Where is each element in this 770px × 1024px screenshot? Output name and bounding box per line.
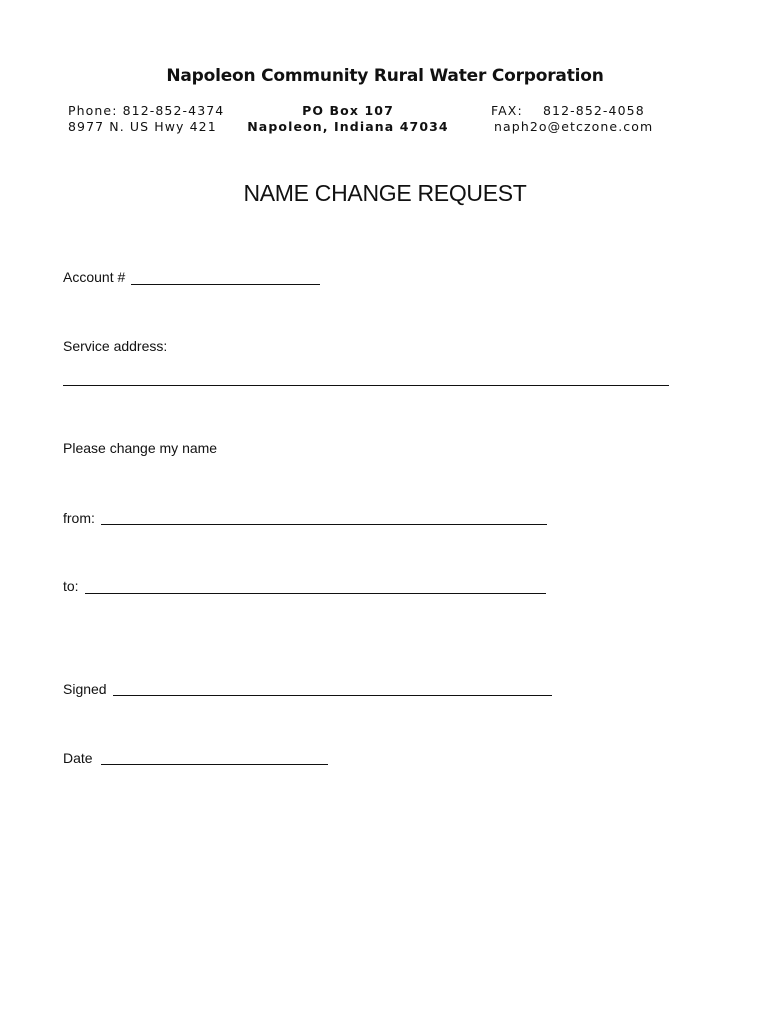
signed-label: Signed	[63, 681, 107, 697]
city-state-zip: Napoleon, Indiana 47034	[247, 119, 449, 134]
change-name-prompt: Please change my name	[63, 440, 218, 456]
to-label: to:	[63, 578, 79, 594]
street-address: 8977 N. US Hwy 421	[68, 119, 217, 134]
account-field[interactable]	[131, 284, 320, 285]
po-box: PO Box 107	[302, 103, 394, 118]
account-label: Account #	[63, 269, 126, 285]
phone-number: Phone: 812-852-4374	[68, 103, 225, 118]
fax-label: FAX:	[491, 103, 523, 118]
fax-number: 812-852-4058	[543, 103, 645, 118]
email-address: naph2o@etczone.com	[494, 119, 654, 134]
to-name-field[interactable]	[85, 593, 546, 594]
service-address-label: Service address:	[63, 338, 168, 354]
form-title: NAME CHANGE REQUEST	[243, 180, 527, 206]
signature-field[interactable]	[113, 695, 552, 696]
date-label: Date	[63, 750, 93, 766]
organization-name: Napoleon Community Rural Water Corporation	[166, 66, 604, 86]
from-name-field[interactable]	[101, 524, 547, 525]
service-address-field[interactable]	[63, 385, 669, 386]
from-label: from:	[63, 510, 95, 526]
date-field[interactable]	[101, 764, 328, 765]
